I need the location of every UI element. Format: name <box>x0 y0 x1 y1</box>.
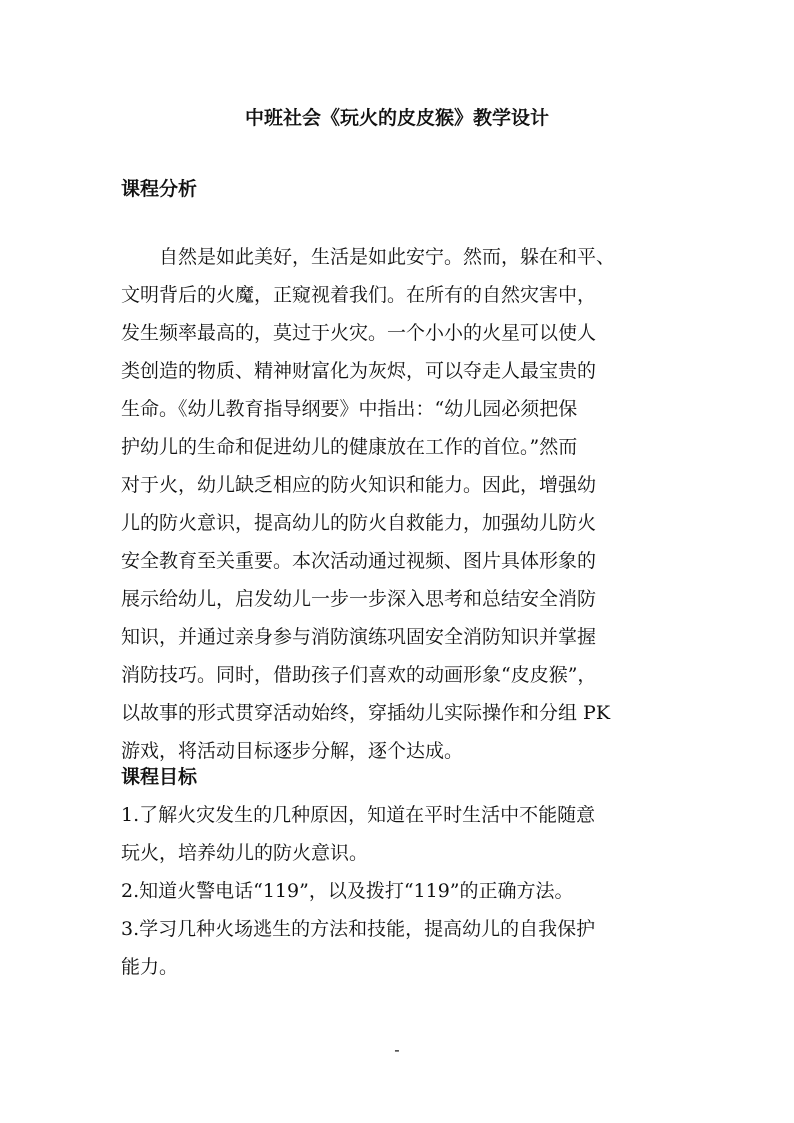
paragraph-line: 展示给幼儿，启发幼儿一步一步深入思考和总结安全消防 <box>121 588 597 610</box>
paragraph-line: 类创造的物质、精神财富化为灰烬，可以夺走人最宝贵的 <box>121 360 597 382</box>
goal-line: 能力。 <box>121 956 179 978</box>
goal-line: 3.学习几种火场逃生的方法和技能，提高幼儿的自我保护 <box>121 918 596 940</box>
paragraph-line: 文明背后的火魔，正窥视着我们。在所有的自然灾害中， <box>121 284 597 306</box>
paragraph-line: 安全教育至关重要。本次活动通过视频、图片具体形象的 <box>121 550 597 572</box>
document-title: 中班社会《玩火的皮皮猴》教学设计 <box>244 107 549 129</box>
paragraph-line: 护幼儿的生命和促进幼儿的健康放在工作的首位。”然而 <box>121 436 578 458</box>
section-heading-analysis: 课程分析 <box>121 178 198 200</box>
page-footer-mark: - <box>394 1040 400 1059</box>
paragraph-line: 发生频率最高的，莫过于火灾。一个小小的火星可以使人 <box>121 322 597 344</box>
paragraph-line: 儿的防火意识，提高幼儿的防火自救能力，加强幼儿防火 <box>121 512 597 534</box>
paragraph-line: 消防技巧。同时，借助孩子们喜欢的动画形象“皮皮猴”， <box>121 664 597 686</box>
paragraph-line: 对于火，幼儿缺乏相应的防火知识和能力。因此，增强幼 <box>121 474 597 496</box>
paragraph-line: 知识，并通过亲身参与消防演练巩固安全消防知识并掌握 <box>121 626 597 648</box>
goal-line: 1.了解火灾发生的几种原因，知道在平时生活中不能随意 <box>121 804 596 826</box>
goal-line: 玩火，培养幼儿的防火意识。 <box>121 842 369 864</box>
section-heading-goals: 课程目标 <box>121 766 198 788</box>
goal-line: 2.知道火警电话“119”，以及拨打“119”的正确方法。 <box>121 880 574 902</box>
paragraph-line: 以故事的形式贯穿活动始终，穿插幼儿实际操作和分组 PK <box>121 702 611 724</box>
paragraph-line: 自然是如此美好，生活是如此安宁。然而，躲在和平、 <box>121 246 616 268</box>
paragraph-line: 生命。《幼儿教育指导纲要》中指出：“幼儿园必须把保 <box>121 398 578 420</box>
paragraph-line: 游戏，将活动目标逐步分解，逐个达成。 <box>121 740 464 762</box>
